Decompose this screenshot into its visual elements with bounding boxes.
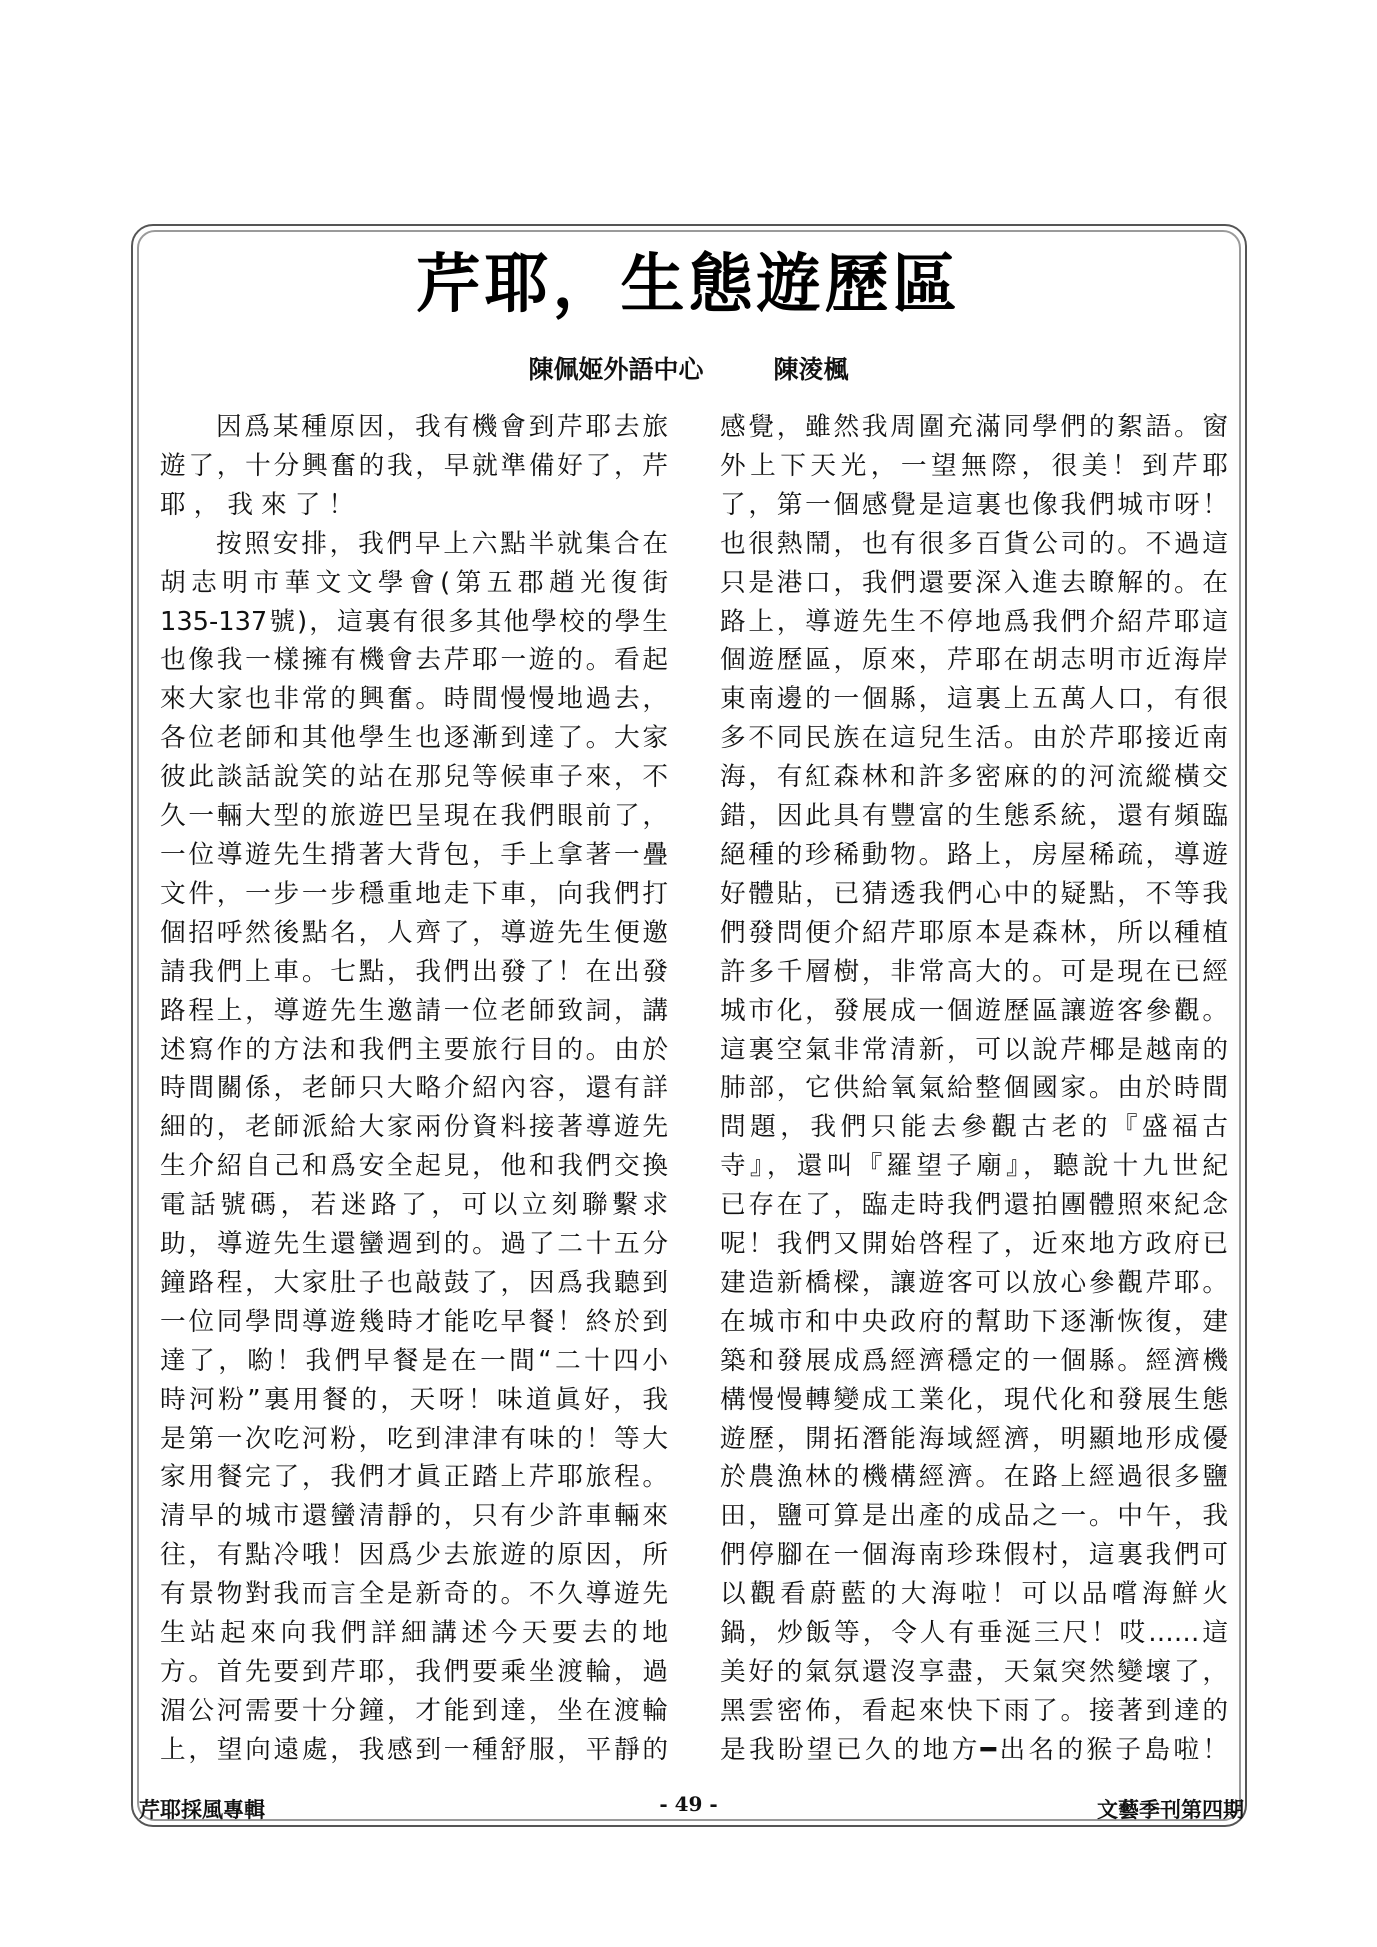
right-column: [720, 408, 1228, 1770]
text-line: 們停腳在一個海南珍珠假村，這裏我們可: [720, 1540, 1228, 1571]
text-line: 也像我一樣擁有機會去芹耶一遊的。看起: [160, 645, 668, 676]
left-column: [160, 408, 668, 1770]
text-line: 家用餐完了，我們才眞正踏上芹耶旅程。: [160, 1462, 668, 1493]
text-line: 個招呼然後點名，人齊了，導遊先生便邀: [160, 917, 668, 948]
text-line: 構慢慢轉變成工業化，現代化和發展生態: [720, 1384, 1228, 1415]
text-line: 胡志明市華文文學會(第五郡趙光復街: [160, 567, 668, 598]
text-line: 們發問便介紹芹耶原本是森林，所以種植: [720, 917, 1228, 948]
text-line: 路上，導遊先生不停地爲我們介紹芹耶這: [720, 606, 1228, 637]
text-line: 好體貼，已猜透我們心中的疑點，不等我: [720, 878, 1228, 909]
text-line: 遊歷，開拓潛能海域經濟，明顯地形成優: [720, 1423, 1228, 1454]
text-line: 一位同學問導遊幾時才能吃早餐！終於到: [160, 1306, 668, 1337]
text-line: 也很熱鬧，也有很多百貨公司的。不過這: [720, 528, 1228, 559]
byline: [0, 350, 1377, 390]
text-line: 達了，喲！我們早餐是在一間“二十四小: [160, 1345, 668, 1376]
text-line: 外上下天光，一望無際，很美！到芹耶: [720, 450, 1228, 481]
text-line: 寺』，還叫『羅望子廟』，聽說十九世紀: [720, 1151, 1228, 1182]
text-line: 往，有點冷哦！因爲少去旅遊的原因，所: [160, 1540, 668, 1571]
text-line: 問題，我們只能去參觀古老的『盛福古: [720, 1112, 1228, 1143]
text-line: 生介紹自己和爲安全起見，他和我們交換: [160, 1151, 668, 1182]
text-line: 助，導遊先生還蠻週到的。過了二十五分: [160, 1229, 668, 1260]
text-line: 耶，我來了！: [160, 489, 363, 520]
text-line: 美好的氣氛還沒享盡，天氣突然變壞了，: [720, 1657, 1228, 1687]
text-line: 時間關係，老師只大略介紹內容，還有詳: [160, 1073, 668, 1104]
text-line: 城市化，發展成一個遊歷區讓遊客參觀。: [720, 995, 1228, 1026]
text-line: 築和發展成爲經濟穩定的一個縣。經濟機: [720, 1345, 1228, 1376]
text-line: 135-137號)，這裏有很多其他學校的學生: [160, 606, 668, 637]
text-line: 請我們上車。七點，我們出發了！在出發: [160, 956, 668, 987]
text-line: 個遊歷區，原來，芹耶在胡志明市近海岸: [720, 645, 1228, 676]
text-line: 多不同民族在這兒生活。由於芹耶接近南: [720, 723, 1228, 754]
author-affiliation: 陳佩姬外語中心: [528, 355, 704, 384]
text-line: 方。首先要到芹耶，我們要乘坐渡輪，過: [160, 1657, 668, 1687]
text-line: 上，望向遠處，我感到一種舒服，平靜的: [160, 1734, 668, 1765]
text-line: 時河粉”裏用餐的，天呀！味道眞好，我: [160, 1384, 668, 1415]
text-line: 在城市和中央政府的幫助下逐漸恢復，建: [720, 1306, 1228, 1337]
text-line: 以觀看蔚藍的大海啦！可以品嚐海鮮火: [720, 1579, 1228, 1610]
text-line: 錯，因此具有豐富的生態系統，還有頻臨: [720, 801, 1228, 832]
text-line: 生站起來向我們詳細講述今天要去的地: [160, 1618, 668, 1649]
text-line: 黑雲密佈，看起來快下雨了。接著到達的: [720, 1695, 1228, 1726]
author-name: 陳淩楓: [773, 355, 849, 384]
text-line: 鐘路程，大家肚子也敲鼓了，因爲我聽到: [160, 1267, 668, 1298]
text-line: 只是港口，我們還要深入進去瞭解的。在: [720, 567, 1228, 598]
text-line: 了，第一個感覺是這裏也像我們城市呀！: [720, 489, 1228, 520]
text-line: 肺部，它供給氧氣給整個國家。由於時間: [720, 1073, 1228, 1104]
text-line: 久一輛大型的旅遊巴呈現在我們眼前了，: [160, 801, 668, 832]
text-line: 述寫作的方法和我們主要旅行目的。由於: [160, 1034, 668, 1065]
text-line: 海，有紅森林和許多密麻的的河流縱橫交: [720, 762, 1228, 793]
article-title: 芹耶，生態遊歷區: [416, 248, 961, 322]
text-line: 絕種的珍稀動物。路上，房屋稀疏，導遊: [720, 839, 1228, 870]
page-number: - 49 -: [659, 1792, 718, 1816]
footer-section-title: 芹耶採風專輯: [139, 1798, 265, 1822]
text-line: 於農漁林的機構經濟。在路上經過很多鹽: [720, 1462, 1228, 1493]
text-line: 是第一次吃河粉，吃到津津有味的！等大: [160, 1423, 668, 1454]
text-line: 是我盼望已久的地方━出名的猴子島啦！: [720, 1734, 1228, 1765]
text-line: 鍋，炒飯等，令人有垂涎三尺！哎……這: [720, 1618, 1228, 1649]
text-line: 東南邊的一個縣，這裏上五萬人口，有很: [720, 684, 1228, 715]
text-line: 已存在了，臨走時我們還拍團體照來紀念: [720, 1190, 1228, 1221]
text-line: 文件，一步一步穩重地走下車，向我們打: [160, 878, 668, 909]
text-line: 因爲某種原因，我有機會到芹耶去旅: [216, 412, 668, 442]
text-line: 遊了，十分興奮的我，早就準備好了，芹: [160, 450, 668, 481]
text-line: 路程上，導遊先生邀請一位老師致詞，講: [160, 995, 668, 1026]
text-line: 一位導遊先生揹著大背包，手上拿著一疊: [160, 839, 668, 870]
text-line: 電話號碼，若迷路了，可以立刻聯繫求: [160, 1190, 668, 1221]
text-line: 按照安排，我們早上六點半就集合在: [216, 528, 668, 559]
text-line: 湄公河需要十分鐘，才能到達，坐在渡輪: [160, 1695, 668, 1726]
footer-publication: 文藝季刊第四期: [1097, 1798, 1244, 1822]
text-line: 田，鹽可算是出產的成品之一。中午，我: [720, 1501, 1228, 1532]
text-line: 清早的城市還蠻清靜的，只有少許車輛來: [160, 1501, 668, 1532]
text-line: 這裏空氣非常清新，可以說芹椰是越南的: [720, 1034, 1228, 1065]
text-line: 彼此談話說笑的站在那兒等候車子來，不: [160, 762, 668, 793]
text-line: 有景物對我而言全是新奇的。不久導遊先: [160, 1579, 668, 1610]
text-line: 許多千層樹，非常高大的。可是現在已經: [720, 956, 1228, 987]
text-line: 呢！我們又開始啓程了，近來地方政府已: [720, 1229, 1228, 1260]
text-line: 來大家也非常的興奮。時間慢慢地過去，: [160, 684, 668, 715]
text-line: 各位老師和其他學生也逐漸到達了。大家: [160, 723, 668, 754]
text-line: 感覺，雖然我周圍充滿同學們的絮語。窗: [720, 412, 1228, 442]
text-line: 建造新橋樑，讓遊客可以放心參觀芹耶。: [720, 1267, 1228, 1298]
text-line: 細的，老師派給大家兩份資料接著導遊先: [160, 1112, 668, 1143]
